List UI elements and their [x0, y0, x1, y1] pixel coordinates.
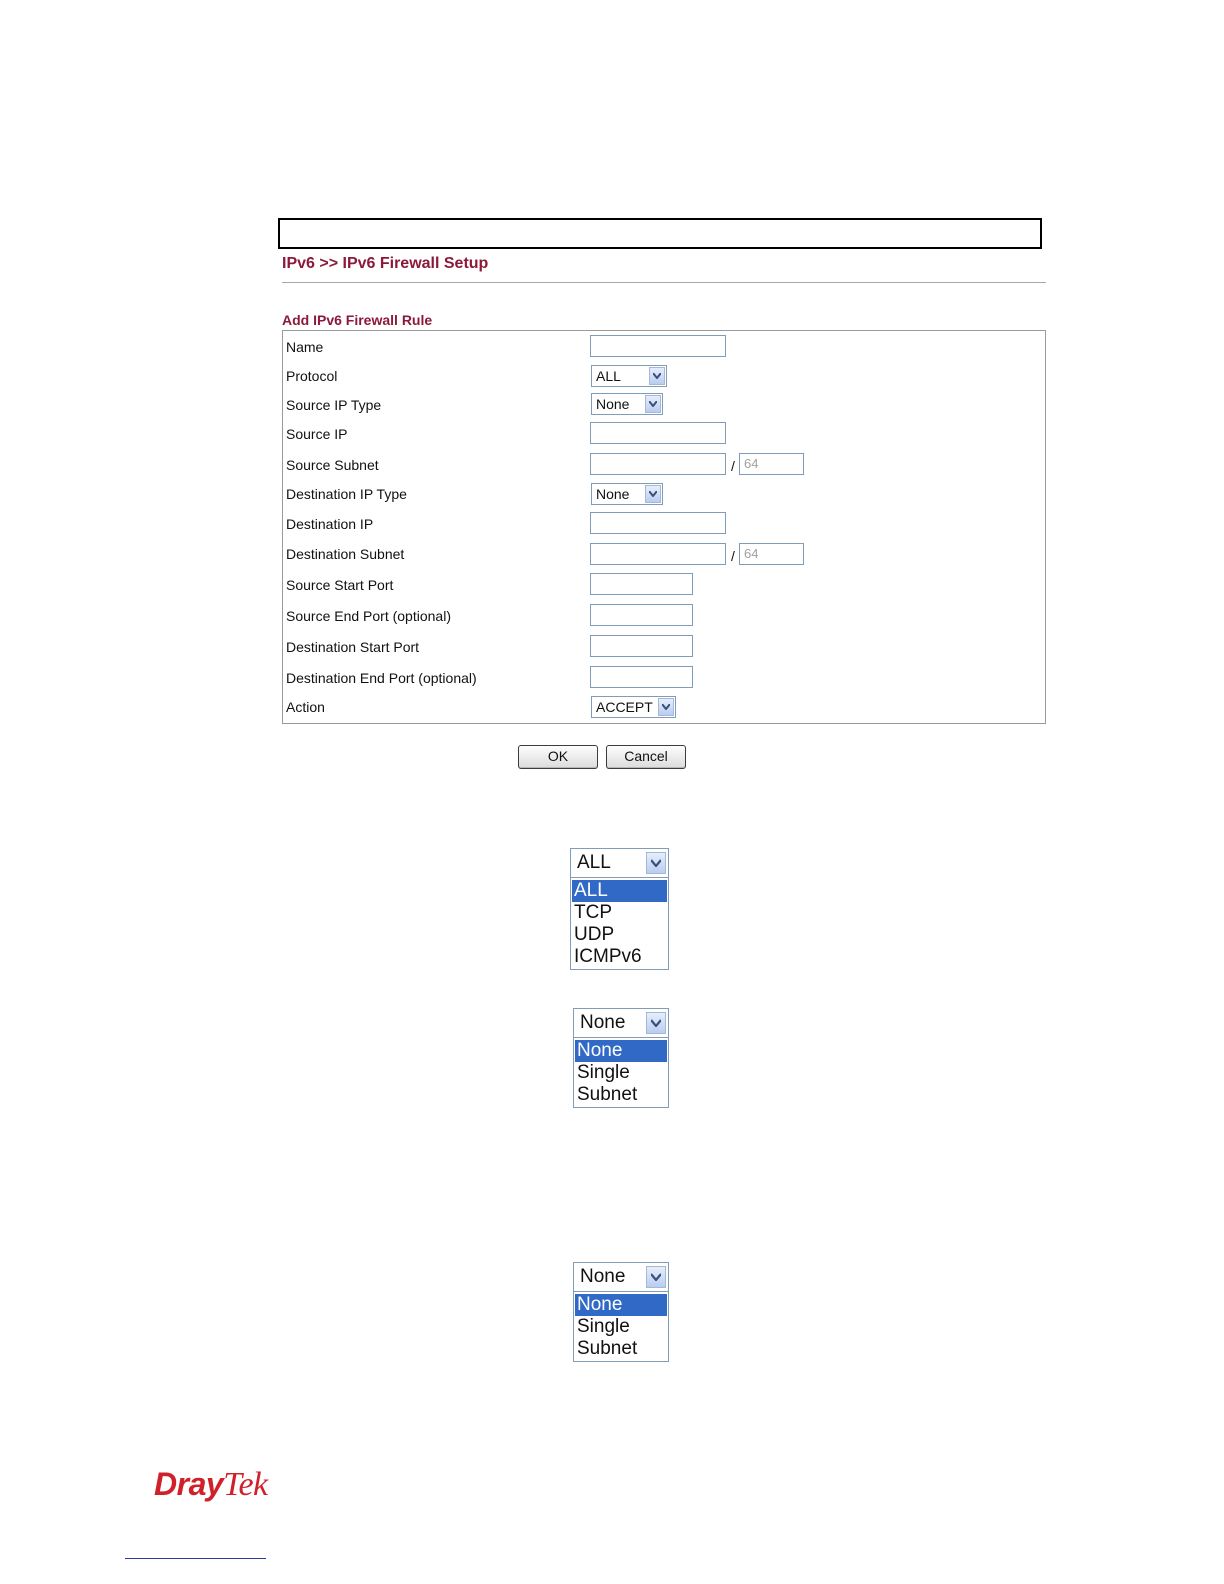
chevron-down-icon[interactable] — [645, 395, 661, 413]
source-ip-type-option[interactable]: None — [575, 1040, 667, 1062]
source-end-port-input[interactable] — [590, 604, 693, 626]
destination-ip-type-label: Destination IP Type — [286, 486, 407, 502]
prefix-separator: / — [731, 548, 735, 564]
name-label: Name — [286, 339, 324, 355]
destination-start-port-label: Destination Start Port — [286, 639, 420, 655]
cancel-button[interactable]: Cancel — [606, 745, 686, 769]
source-ip-type-dropdown-header[interactable] — [574, 1009, 668, 1038]
destination-subnet-input[interactable] — [590, 543, 726, 565]
protocol-label: Protocol — [286, 368, 338, 384]
source-ip-label: Source IP — [286, 426, 348, 442]
destination-ip-type-select[interactable] — [591, 483, 663, 505]
protocol-select-value: ALL — [596, 368, 621, 384]
protocol-option[interactable]: ICMPv6 — [574, 946, 642, 967]
footer-rule — [125, 1558, 266, 1559]
destination-prefix-input[interactable]: 64 — [739, 543, 804, 565]
destination-ip-type-select-value: None — [596, 486, 630, 502]
destination-subnet-label: Destination Subnet — [286, 546, 405, 562]
source-ip-type-option[interactable]: Single — [577, 1062, 630, 1083]
protocol-option[interactable]: TCP — [574, 902, 612, 923]
source-prefix-input[interactable]: 64 — [739, 453, 804, 475]
chevron-down-icon[interactable] — [645, 485, 661, 503]
action-select[interactable] — [591, 696, 676, 718]
ok-button[interactable]: OK — [518, 745, 598, 769]
destination-ip-type-option[interactable]: None — [575, 1294, 667, 1316]
page-title: IPv6 >> IPv6 Firewall Setup — [282, 255, 489, 272]
action-select-value: ACCEPT — [596, 699, 653, 715]
protocol-option[interactable]: UDP — [574, 924, 615, 945]
logo-part-dray: Dray — [154, 1466, 224, 1502]
source-ip-type-select-value: None — [596, 396, 630, 412]
source-start-port-label: Source Start Port — [286, 577, 394, 593]
destination-ip-input[interactable] — [590, 512, 726, 534]
source-subnet-input[interactable] — [590, 453, 726, 475]
action-label: Action — [286, 699, 325, 715]
chevron-down-icon[interactable] — [649, 367, 665, 385]
destination-ip-label: Destination IP — [286, 516, 374, 532]
header-box — [278, 218, 1042, 249]
draytek-logo — [154, 1466, 268, 1504]
source-ip-input[interactable] — [590, 422, 726, 444]
protocol-option[interactable]: ALL — [572, 880, 667, 902]
logo-part-tek: Tek — [223, 1466, 268, 1503]
protocol-select[interactable] — [591, 365, 667, 387]
protocol-dropdown-value: ALL — [577, 852, 611, 873]
destination-ip-type-option[interactable]: Subnet — [577, 1338, 638, 1359]
name-input[interactable] — [590, 335, 726, 357]
chevron-down-icon[interactable] — [646, 1266, 666, 1288]
source-subnet-label: Source Subnet — [286, 457, 379, 473]
prefix-separator: / — [731, 458, 735, 474]
protocol-dropdown-header[interactable] — [571, 849, 668, 878]
source-start-port-input[interactable] — [590, 573, 693, 595]
title-divider — [282, 282, 1046, 283]
chevron-down-icon[interactable] — [646, 852, 666, 874]
destination-ip-type-dropdown-header[interactable] — [574, 1263, 668, 1292]
source-end-port-label: Source End Port (optional) — [286, 608, 451, 624]
source-ip-type-option[interactable]: Subnet — [577, 1084, 638, 1105]
source-ip-type-select[interactable] — [591, 393, 663, 415]
protocol-dropdown-expanded[interactable] — [570, 848, 669, 970]
destination-ip-type-dropdown-expanded[interactable] — [573, 1262, 669, 1362]
section-title: Add IPv6 Firewall Rule — [282, 312, 433, 328]
chevron-down-icon[interactable] — [646, 1012, 666, 1034]
source-ip-type-dropdown-value: None — [580, 1012, 626, 1033]
chevron-down-icon[interactable] — [658, 698, 674, 716]
destination-ip-type-dropdown-value: None — [580, 1266, 626, 1287]
destination-start-port-input[interactable] — [590, 635, 693, 657]
source-ip-type-dropdown-expanded[interactable] — [573, 1008, 669, 1108]
destination-ip-type-option[interactable]: Single — [577, 1316, 630, 1337]
source-ip-type-label: Source IP Type — [286, 397, 382, 413]
destination-end-port-input[interactable] — [590, 666, 693, 688]
destination-end-port-label: Destination End Port (optional) — [286, 670, 477, 686]
